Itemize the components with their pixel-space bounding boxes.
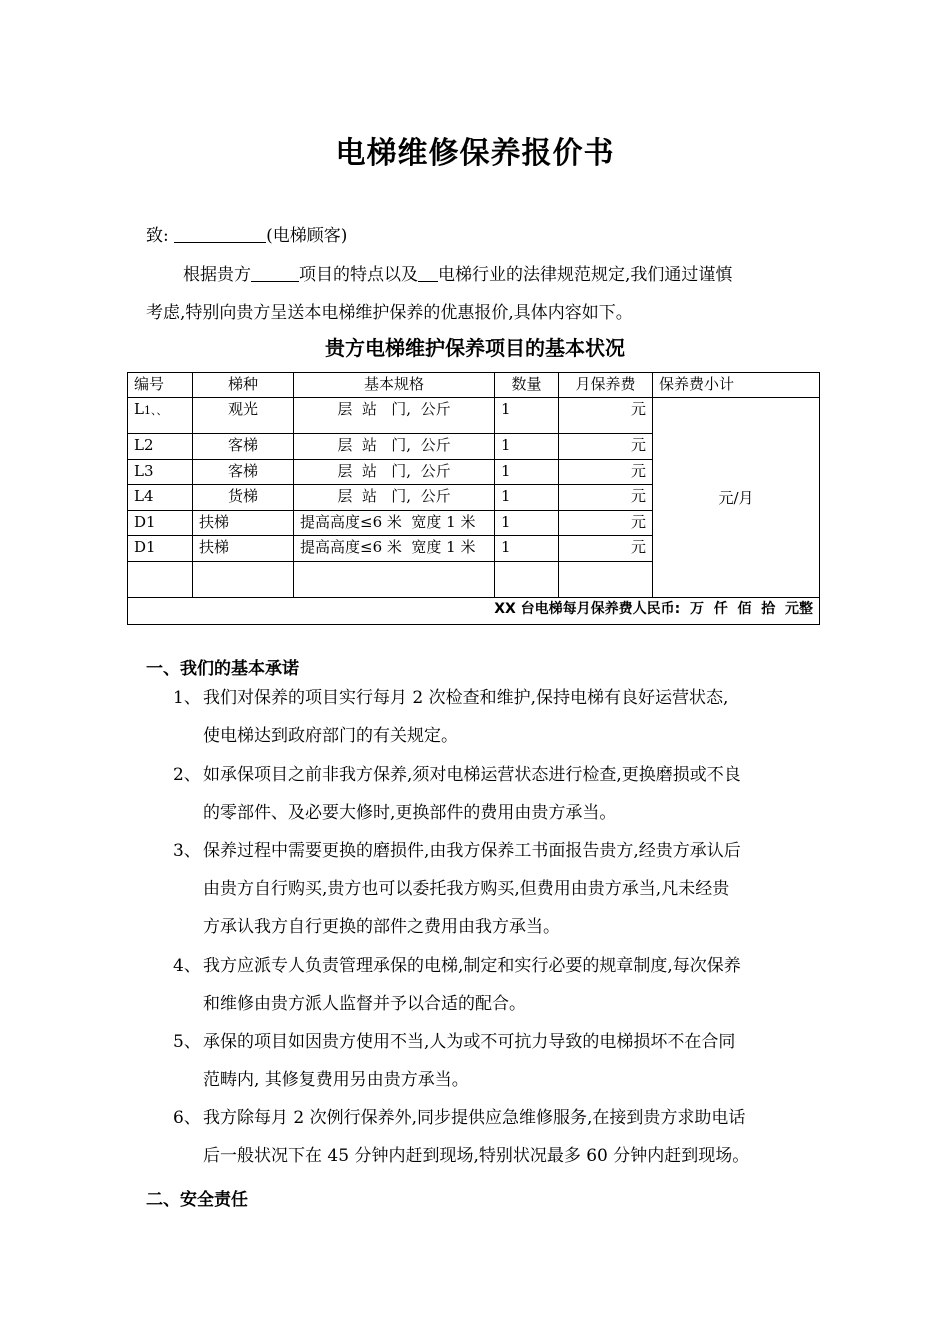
total-text: XX 台电梯每月保养费人民币: 万 仟 佰 拾 元整: [128, 598, 820, 625]
item-line: 由贵方自行购买,贵方也可以委托我方购买,但费用由贵方承当,凡未经贵: [203, 879, 730, 899]
row-qty: 1: [495, 398, 559, 434]
item-number: 2、: [173, 765, 201, 785]
list-item: [173, 1023, 813, 1099]
item-line: 方承认我方自行更换的部件之费用由我方承当。: [203, 917, 560, 937]
row-fee: 元: [559, 485, 653, 511]
greeting-suffix: (电梯顾客): [266, 226, 348, 246]
row-type: 观光: [193, 398, 294, 434]
header-fee: 月保养费: [559, 373, 653, 398]
header-type: 梯种: [193, 373, 294, 398]
row-spec: 层 站 门, 公斤: [294, 434, 495, 460]
empty-cell[interactable]: [193, 562, 294, 598]
row-spec: 层 站 门, 公斤: [294, 398, 495, 434]
row-id: D1: [128, 536, 193, 562]
intro-part2: 项目的特点以及: [299, 265, 418, 285]
row-fee: 元: [559, 511, 653, 536]
row-type: 客梯: [193, 460, 294, 485]
list-item: [173, 1099, 813, 1175]
item-line: 使电梯达到政府部门的有关规定。: [203, 726, 458, 746]
row-fee: 元: [559, 536, 653, 562]
row-spec: 层 站 门, 公斤: [294, 485, 495, 511]
row-type: 货梯: [193, 485, 294, 511]
list-item: [173, 756, 813, 832]
row-qty: 1: [495, 536, 559, 562]
intro-line-2: 考虑,特别向贵方呈送本电梯维护保养的优惠报价,具体内容如下。: [146, 303, 633, 323]
item-number: 4、: [173, 956, 201, 976]
greeting-line: [146, 221, 347, 246]
section2-heading: 二、安全责任: [146, 1190, 248, 1210]
header-spec: 基本规格: [294, 373, 495, 398]
row-qty: 1: [495, 460, 559, 485]
row-id: D1: [128, 511, 193, 536]
table-row: [128, 398, 820, 434]
row-spec: 提高高度≤6 米 宽度 1 米: [294, 511, 495, 536]
item-line: 保养过程中需要更换的磨损件,由我方保养工书面报告贵方,经贵方承认后: [203, 841, 741, 861]
empty-cell[interactable]: [294, 562, 495, 598]
section1-heading: 一、我们的基本承诺: [146, 659, 299, 679]
region-blank[interactable]: [418, 265, 438, 282]
list-item: [173, 947, 813, 1023]
row-spec: 提高高度≤6 米 宽度 1 米: [294, 536, 495, 562]
list-item: [173, 832, 813, 946]
greeting-prefix: 致:: [146, 226, 169, 246]
row-type: 扶梯: [193, 511, 294, 536]
item-line: 承保的项目如因贵方使用不当,人为或不可抗力导致的电梯损坏不在合同: [203, 1032, 736, 1052]
table-header-row: [128, 373, 820, 398]
row-fee: 元: [559, 434, 653, 460]
row-fee: 元: [559, 398, 653, 434]
empty-cell[interactable]: [495, 562, 559, 598]
customer-name-blank[interactable]: [174, 226, 266, 243]
item-line: 我方应派专人负责管理承保的电梯,制定和实行必要的规章制度,每次保养: [203, 956, 741, 976]
item-number: 5、: [173, 1032, 201, 1052]
header-subtotal: 保养费小计: [653, 373, 820, 398]
elevator-table: [127, 372, 820, 625]
header-qty: 数量: [495, 373, 559, 398]
row-id: L1、、: [128, 398, 193, 434]
item-line: 和维修由贵方派人监督并予以合适的配合。: [203, 994, 526, 1014]
header-id: 编号: [128, 373, 193, 398]
table-total-row: [128, 598, 820, 625]
subtotal-cell: 元/月: [653, 398, 820, 598]
item-line: 如承保项目之前非我方保养,须对电梯运营状态进行检查,更换磨损或不良: [203, 765, 741, 785]
item-number: 1、: [173, 688, 201, 708]
item-line: 后一般状况下在 45 分钟内赶到现场,特别状况最多 60 分钟内赶到现场。: [203, 1146, 750, 1166]
row-id: L3: [128, 460, 193, 485]
project-name-blank[interactable]: [251, 265, 299, 282]
list-item: [173, 679, 813, 755]
empty-cell[interactable]: [128, 562, 193, 598]
item-line: 范畴内, 其修复费用另由贵方承当。: [203, 1070, 469, 1090]
row-qty: 1: [495, 485, 559, 511]
item-line: 我们对保养的项目实行每月 2 次检查和维护,保持电梯有良好运营状态,: [203, 688, 729, 708]
table-title: 贵方电梯维护保养项目的基本状况: [325, 336, 625, 360]
item-number: 3、: [173, 841, 201, 861]
row-id: L4: [128, 485, 193, 511]
row-id: L2: [128, 434, 193, 460]
intro-line-1: [183, 260, 732, 285]
item-number: 6、: [173, 1108, 201, 1128]
row-qty: 1: [495, 511, 559, 536]
item-line: 的零部件、及必要大修时,更换部件的费用由贵方承当。: [203, 803, 617, 823]
row-type: 客梯: [193, 434, 294, 460]
row-type: 扶梯: [193, 536, 294, 562]
empty-cell[interactable]: [559, 562, 653, 598]
row-fee: 元: [559, 460, 653, 485]
item-line: 我方除每月 2 次例行保养外,同步提供应急维修服务,在接到贵方求助电话: [203, 1108, 746, 1128]
intro-part1: 根据贵方: [183, 265, 251, 285]
document-title: 电梯维修保养报价书: [335, 136, 615, 171]
row-spec: 层 站 门, 公斤: [294, 460, 495, 485]
intro-part3: 电梯行业的法律规范规定,我们通过谨慎: [438, 265, 733, 285]
row-qty: 1: [495, 434, 559, 460]
